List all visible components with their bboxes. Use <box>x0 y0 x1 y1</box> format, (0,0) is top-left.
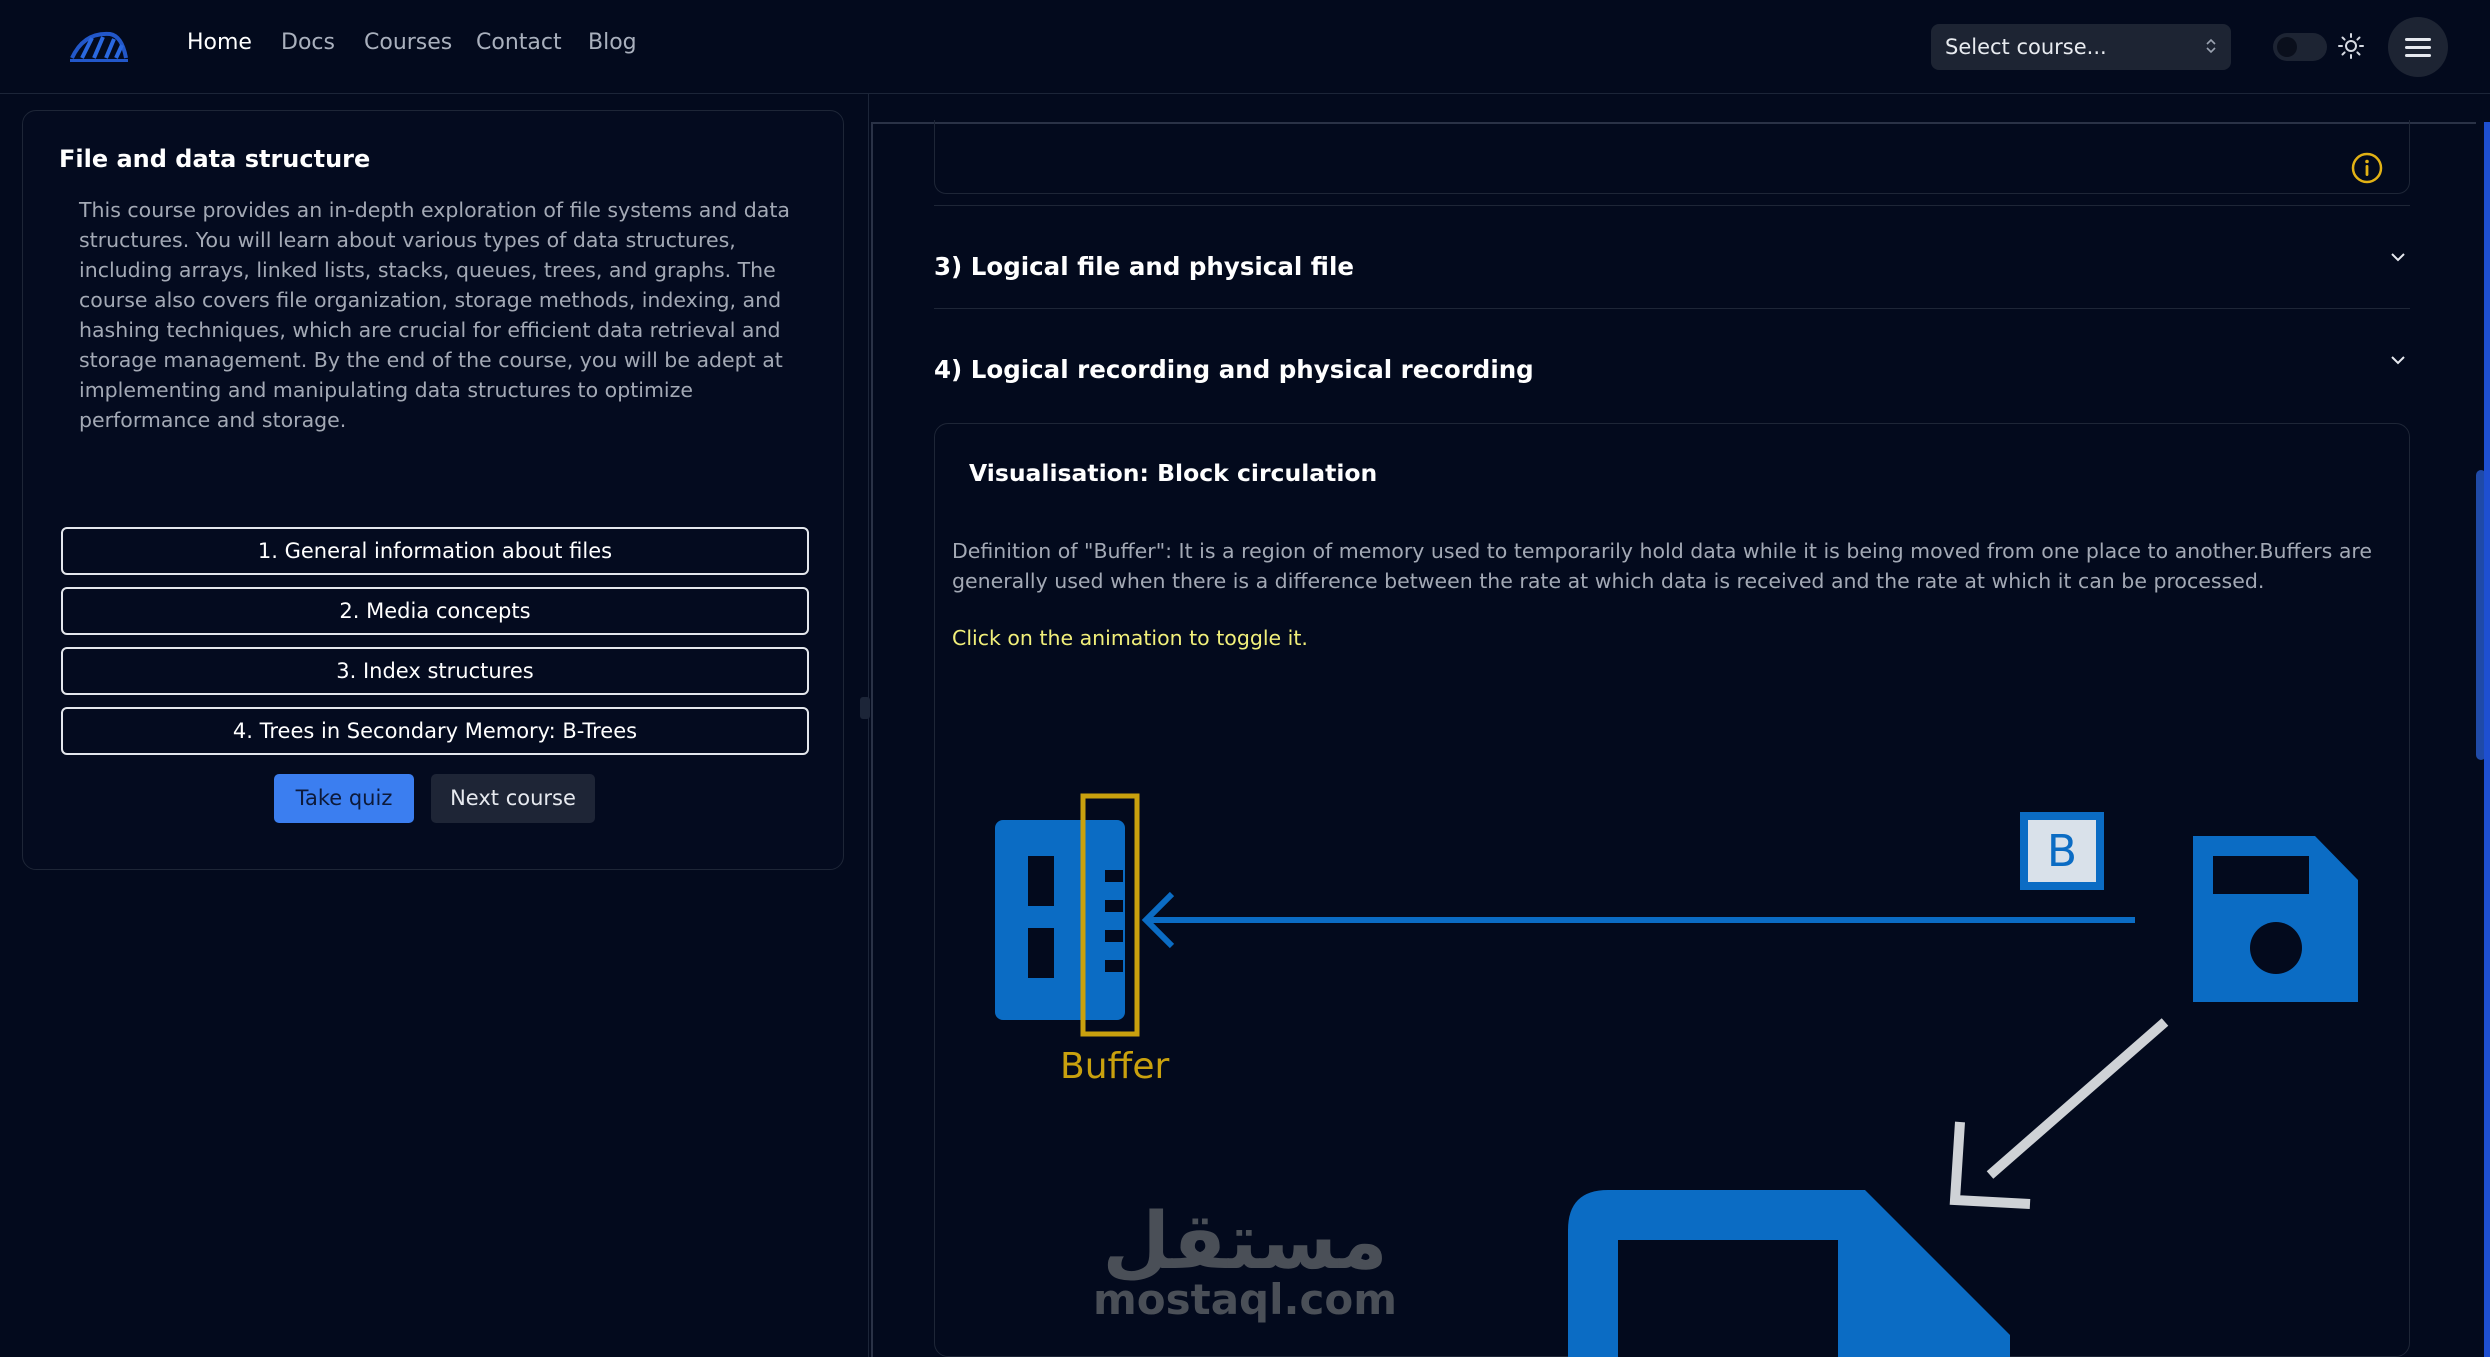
topic-button-1[interactable]: 1. General information about files <box>61 527 809 575</box>
topic-button-4[interactable]: 4. Trees in Secondary Memory: B-Trees <box>61 707 809 755</box>
scroll-edge <box>2484 122 2490 1357</box>
hamburger-icon <box>2405 36 2431 58</box>
panel-divider <box>868 94 869 1357</box>
previous-section-box <box>934 120 2410 194</box>
section-separator <box>934 205 2410 206</box>
animation-hint: Click on the animation to toggle it. <box>952 626 1308 650</box>
course-description: This course provides an in-depth exploration of file systems and data structures. You will learn about various types of data structures, including arrays, linked lists, stacks, queues, trees, and graphs. The course also covers file organization, storage methods, indexing, and hashing techniques, which are crucial for efficient data retrieval and storage management. By the end of the course, you will be adept at implementing and manipulating data structures to optimize performance and storage. <box>79 198 790 432</box>
theme-toggle[interactable] <box>2273 33 2327 61</box>
brand-logo-icon[interactable] <box>70 28 128 66</box>
nav-link-home[interactable]: Home <box>187 30 252 55</box>
visualisation-title: Visualisation: Block circulation <box>969 459 1378 487</box>
course-select-value: Select course... <box>1945 35 2107 59</box>
buffer-definition: Definition of "Buffer": It is a region of memory used to temporarily hold data while it is being moved from one place to another.Buffers are generally used when there is a difference between the rate at which data is received and the rate at which it can be processed. <box>952 539 2372 593</box>
take-quiz-button[interactable]: Take quiz <box>274 774 414 823</box>
arrow-down-left-icon <box>1955 1022 2165 1204</box>
select-arrows-icon <box>2205 36 2217 56</box>
accordion-section-4[interactable]: 4) Logical recording and physical recording <box>934 355 1534 384</box>
nav-link-contact[interactable]: Contact <box>476 30 562 55</box>
next-course-button[interactable]: Next course <box>431 774 595 823</box>
top-navbar <box>0 0 2490 94</box>
watermark-latin: mostaql.com <box>1093 1275 1397 1324</box>
floppy-disk-icon <box>2193 836 2358 1002</box>
arrow-left-icon <box>1145 894 2135 946</box>
course-card <box>22 110 844 870</box>
resize-handle[interactable] <box>860 697 870 719</box>
section-separator <box>934 308 2410 309</box>
topic-button-2[interactable]: 2. Media concepts <box>61 587 809 635</box>
chevron-down-icon[interactable] <box>2390 252 2406 262</box>
watermark-arabic: مستقل <box>1102 1197 1388 1287</box>
mostaql-watermark <box>1080 1190 1410 1340</box>
large-disk-icon <box>1568 1190 2010 1357</box>
accordion-section-3[interactable]: 3) Logical file and physical file <box>934 252 1354 281</box>
sun-icon <box>2337 32 2365 60</box>
data-block-label: B <box>2046 826 2078 877</box>
nav-link-docs[interactable]: Docs <box>281 30 335 55</box>
topic-button-3[interactable]: 3. Index structures <box>61 647 809 695</box>
course-title: File and data structure <box>59 145 371 173</box>
buffer-label: Buffer <box>1060 1046 1170 1087</box>
course-select[interactable] <box>1931 24 2231 70</box>
toggle-knob <box>2277 37 2297 57</box>
info-icon[interactable] <box>2350 151 2384 185</box>
menu-button[interactable] <box>2388 17 2448 77</box>
memory-block-icon <box>995 820 1125 1020</box>
nav-link-courses[interactable]: Courses <box>364 30 453 55</box>
chevron-down-icon[interactable] <box>2390 355 2406 365</box>
nav-link-blog[interactable]: Blog <box>588 30 637 55</box>
data-block <box>2020 812 2104 890</box>
